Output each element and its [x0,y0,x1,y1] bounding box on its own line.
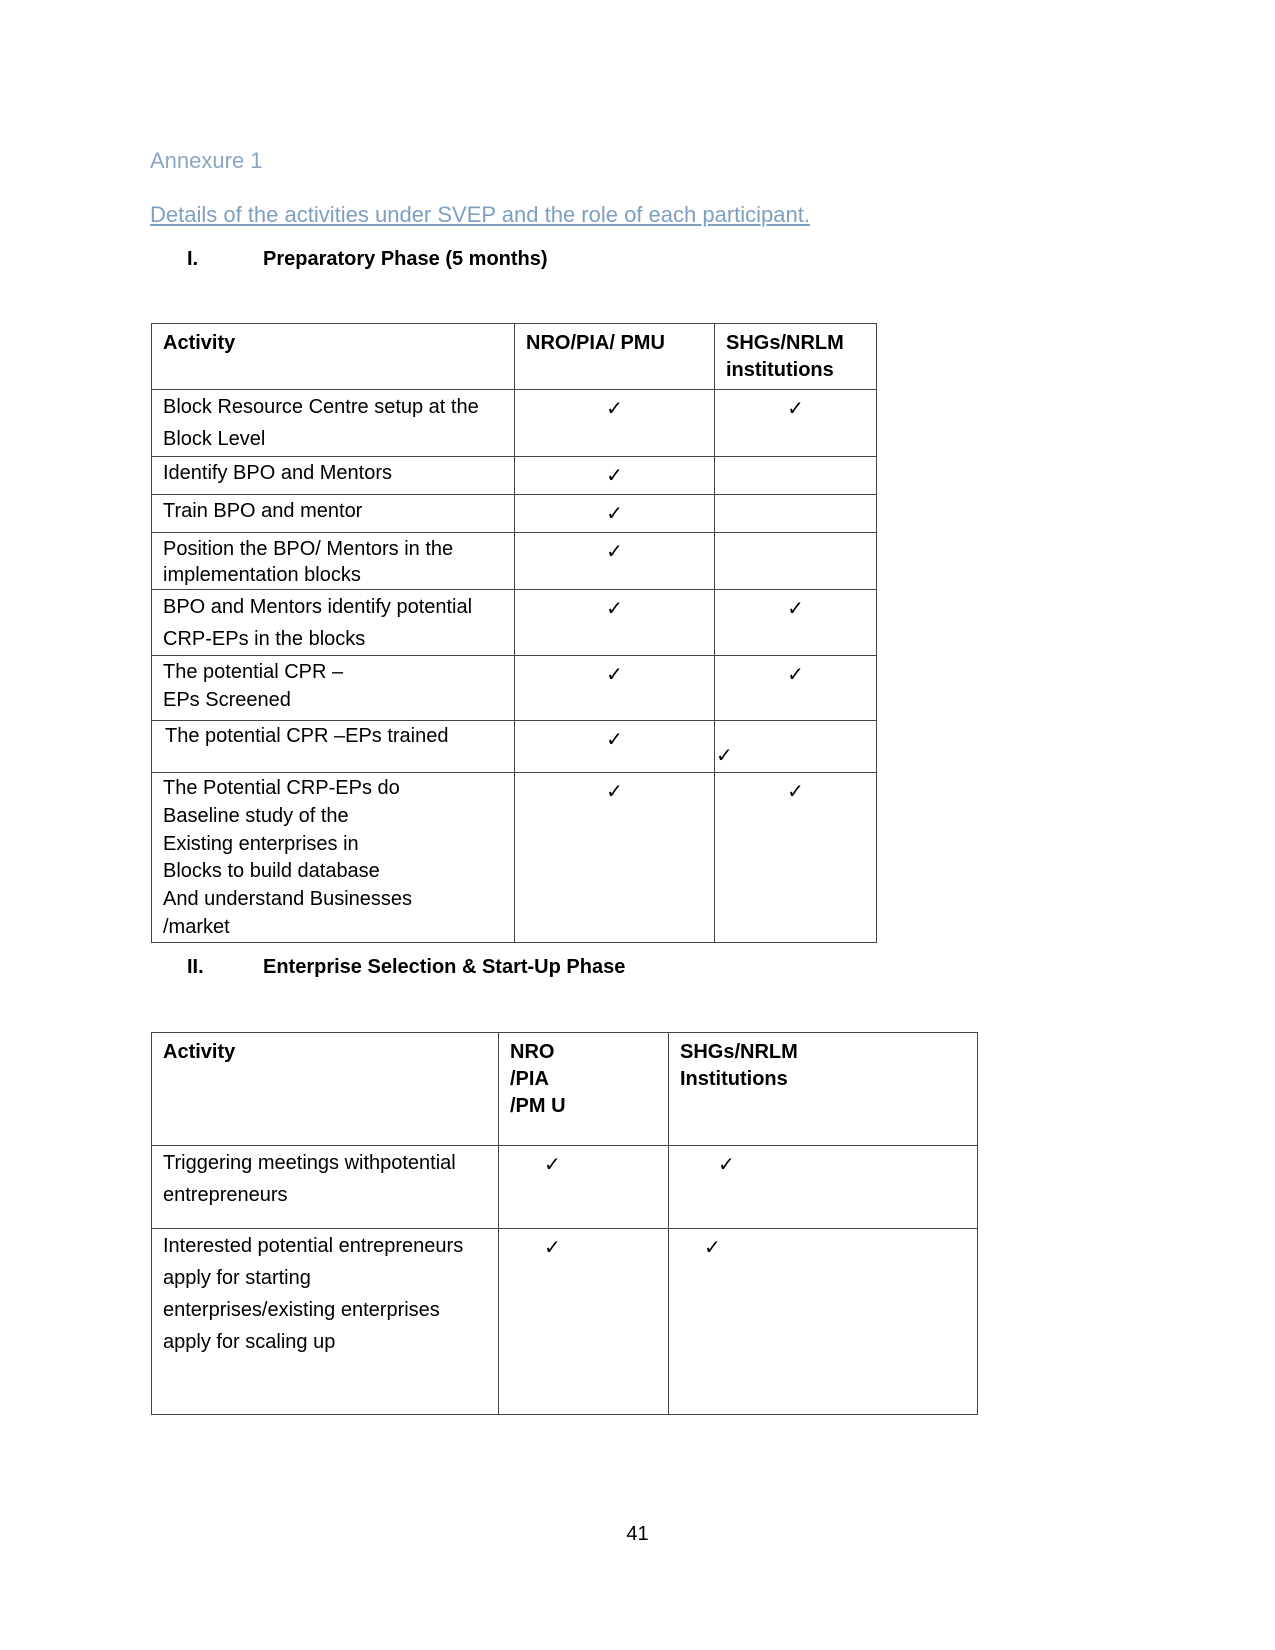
phase-1-number: I. [187,248,199,270]
check-icon: ✓ [606,596,623,620]
phase-1-heading [187,248,548,271]
phase-1-title: Preparatory Phase (5 months) [263,248,548,270]
activity-cell: The potential CPR –EPs trained [152,721,515,773]
table-row [152,533,877,590]
table-row [152,721,877,773]
shg-check-cell [715,721,877,773]
header-activity: Activity [152,324,515,390]
activity-cell: Interested potential entrepreneurs apply for starting enterprises/existing enterprises apply for scaling up [152,1229,499,1415]
table-row [152,495,877,533]
check-icon: ✓ [606,501,623,525]
nro-check-cell [515,721,715,773]
activity-cell: The Potential CRP-EPs do Baseline study of the Existing enterprises in Blocks to build database And understand Businesses /market [152,773,515,943]
check-icon: ✓ [787,662,804,686]
nro-check-cell [499,1146,669,1229]
activity-cell: Identify BPO and Mentors [152,457,515,495]
table-header-row [152,324,877,390]
shg-empty-cell [715,457,877,495]
check-icon: ✓ [606,539,623,563]
shg-check-cell [715,390,877,457]
phase-2-table [151,1032,978,1415]
table-row [152,1146,978,1229]
table-row [152,656,877,721]
nro-check-cell [515,590,715,656]
header-activity: Activity [152,1033,499,1146]
header-nro: NRO/PIA/ PMU [515,324,715,390]
check-icon: ✓ [787,396,804,420]
shg-check-cell [715,656,877,721]
check-icon: ✓ [606,779,623,803]
nro-check-cell [515,495,715,533]
check-icon: ✓ [787,779,804,803]
header-shg: SHGs/NRLM institutions [715,324,877,390]
table-row [152,390,877,457]
table-header-row [152,1033,978,1146]
activity-cell: BPO and Mentors identify potential CRP-EPs in the blocks [152,590,515,656]
phase-1-table [151,323,877,943]
check-icon: ✓ [704,1235,721,1259]
check-icon: ✓ [606,662,623,686]
check-icon: ✓ [716,743,733,767]
check-icon: ✓ [606,396,623,420]
check-icon: ✓ [544,1235,561,1259]
check-icon: ✓ [787,596,804,620]
shg-empty-cell [715,533,877,590]
nro-check-cell [499,1229,669,1415]
header-shg: SHGs/NRLM Institutions [669,1033,978,1146]
shg-check-cell [669,1229,978,1415]
phase-2-number: II. [187,956,204,978]
shg-check-cell [669,1146,978,1229]
table-row [152,1229,978,1415]
page-number: 41 [626,1523,649,1545]
nro-check-cell [515,390,715,457]
phase-2-title: Enterprise Selection & Start-Up Phase [263,956,626,978]
shg-empty-cell [715,495,877,533]
activity-cell: Position the BPO/ Mentors in the implementation blocks [152,533,515,590]
annexure-title: Annexure 1 [150,148,263,173]
nro-check-cell [515,457,715,495]
shg-check-cell [715,773,877,943]
nro-check-cell [515,773,715,943]
activity-cell: Triggering meetings withpotential entrepreneurs [152,1146,499,1229]
check-icon: ✓ [544,1152,561,1176]
activity-cell: Block Resource Centre setup at the Block Level [152,390,515,457]
check-icon: ✓ [606,463,623,487]
activity-cell: The potential CPR –EPs Screened [152,656,515,721]
table-row [152,590,877,656]
table-row [152,773,877,943]
nro-check-cell [515,533,715,590]
phase-2-heading [187,956,625,979]
check-icon: ✓ [718,1152,735,1176]
table-row [152,457,877,495]
check-icon: ✓ [606,727,623,751]
nro-check-cell [515,656,715,721]
header-nro: NRO /PIA /PM U [499,1033,669,1146]
document-subtitle: Details of the activities under SVEP and the role of each participant. [150,202,810,227]
shg-check-cell [715,590,877,656]
activity-cell: Train BPO and mentor [152,495,515,533]
